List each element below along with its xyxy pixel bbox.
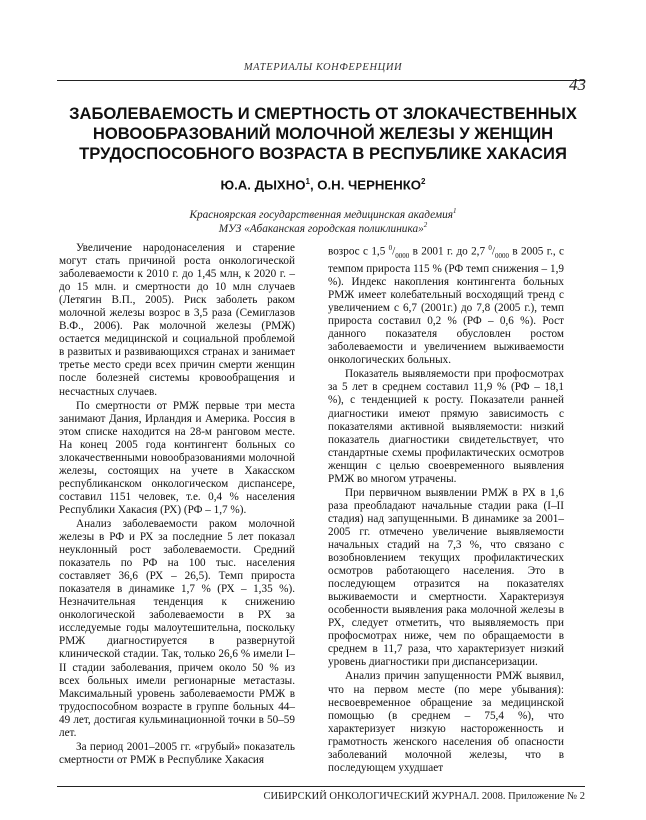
running-title: МАТЕРИАЛЫ КОНФЕРЕНЦИИ [243,62,403,73]
article-title: ЗАБОЛЕВАЕМОСТЬ И СМЕРТНОСТЬ ОТ ЗЛОКАЧЕСТВЕННЫХ НОВООБРАЗОВАНИЙ МОЛОЧНОЙ ЖЕЛЕЗЫ У ЖЕНЩИН ТРУДОСПОСОБНОГО ВОЗРАСТА В РЕСПУБЛИКЕ ХАКАСИЯ [69,104,577,163]
body-paragraph: Анализ заболеваемости раком молочной железы в РФ и РХ за последние 5 лет показал неуклонный рост заболеваемости. Средний показатель по РФ на 100 тыс. населения составляет 36,6 (РХ – 26,5). Темп прироста показателя в динамике 1,7 % (РХ – 1,35 %). Незначительная тенденция к снижению онкологической заболеваемости в РХ за исследуемые годы малоутешительна, поскольку РМЖ диагностируется в развернутой клинической стадии. Так, только 26,6 % имели I–II стадии заболевания, причем около 50 % из всех больных имели регионарные метастазы. Максимальный уровень заболеваемости РМЖ в трудоспособном возрасте в группе больных 44–49 лет, достигая кульминационной точки в 50–59 лет. [59,517,295,739]
fraction-slash: / [392,245,396,258]
body-paragraph: Показатель выявляемости при профосмотрах за 5 лет в среднем составил 11,9 % (РФ – 18,1 %), с тенденцией к росту. Показатели ранней диагностики имеют прямую зависимость с показателями активной выявляемости: низкий показатель диагностики свидетельствует, что стандартные схемы профилактических осмотров женщин с целью своевременного выявления РМЖ во многом утрачены. [328,368,564,485]
affiliation-mark: 1 [453,207,457,215]
body-paragraph: Увеличение народонаселения и старение могут стать причиной роста онкологической заболеваемости к 2010 г. до 1,45 млн, к 2020 г. – до 15 млн. и смертности до 10 млн случаев (Летягин В.П., 2005). Риск заболеть раком молочной железы возрос в 3,5 раза (Семиглазов В.Ф., 2006). Рак молочной железы (РМЖ) остается медицинской и социальной проблемой в развитых и развивающихся странах и занимает третье место среди всех причин смерти женщин после болезней системы кровообращения и несчастных случаев. [59,242,295,398]
body-paragraph [328,242,564,367]
text-run: в 2001 г. до 2,7 [409,245,489,258]
author-affiliation-mark: 2 [421,177,426,186]
body-column-right [328,242,564,775]
fraction-numerator: 0 [488,244,492,252]
body-paragraph: Анализ причин запущенности РМЖ выявил, что на первом месте (по мере убывания): несвоевременное обращение за медицинской помощью (в среднем – 75,4 %), что характеризует низкую настороженность и грамотность женского населения об опасности заболеваний молочной железы, что в последующем ухудшает [328,670,564,774]
affiliation-mark: 2 [423,221,428,229]
body-paragraph: По смертности от РМЖ первые три места занимают Дания, Ирландия и Америка. Россия в этом списке находится на 28-м ранговом месте. На конец 2005 года контингент больных со злокачественными новообразованиями молочной железы, состоящих на учете в Хакасском республиканском онкологическом диспансере, составил 1151 человек, т.е. 0,4 % населения Республики Хакасия (РХ) (РФ – 1,7 %). [59,399,295,516]
article-authors [0,177,646,192]
author-name: О.Н. ЧЕРНЕНКО [317,177,422,193]
fraction-slash: / [491,245,496,258]
page-number: 43 [569,75,586,94]
author-separator: , [309,177,318,193]
header-rule [57,80,585,81]
text-run: в 2005 г., с темпом прироста 115 % (РФ темп снижения – 1,9 %). Индекс накопления контингента больных РМЖ имеет колебательный восходящий тренд с увеличением с 6,7 (2001г.) до 7,8 (2005 г.), темп прироста составил 0,2 % (РФ – 0,6 %). Рост данного показателя обусловлен ростом заболеваемости и увеличением выживаемости онкологических больных. [328,245,564,367]
affiliation-name: МУЗ «Абаканская городская поликлиника» [218,222,424,235]
fraction-denominator: 0000 [395,251,410,260]
footer-rule [57,786,585,787]
affiliation-name: Красноярская государственная медицинская академия [189,208,453,221]
journal-footer: СИБИРСКИЙ ОНКОЛОГИЧЕСКИЙ ЖУРНАЛ. 2008. Приложение № 2 [263,791,585,802]
affiliation-line [0,221,646,235]
affiliation-line [0,207,646,221]
body-paragraph: При первичном выявлении РМЖ в РХ в 1,6 раза преобладают начальные стадии рака (I–II стадия) над запущенными. В динамике за 2001–2005 гг. отмечено увеличение выявляемости начальных стадий на 7,3 %, что связано с возобновлением текущих профилактических осмотров работающего населения. Это в последующем отразится на показателях выживаемости и смертности. Характеризуя особенности выявления рака молочной железы в РХ, следует отметить, что выявляемость при профосмотрах ниже, чем по обращаемости в среднем в 11,7 раза, что характеризует низкий уровень диагностики при диспансеризации. [328,486,564,669]
author-affiliation-mark: 1 [305,177,310,186]
body-column-left [59,242,295,767]
author-name: Ю.А. ДЫХНО [220,177,306,193]
fraction-denominator: 0000 [495,251,510,260]
fraction-numerator: 0 [388,244,393,252]
body-paragraph: За период 2001–2005 гг. «грубый» показатель смертности от РМЖ в Республике Хакасия [59,740,295,766]
text-run: возрос с 1,5 [328,245,389,258]
